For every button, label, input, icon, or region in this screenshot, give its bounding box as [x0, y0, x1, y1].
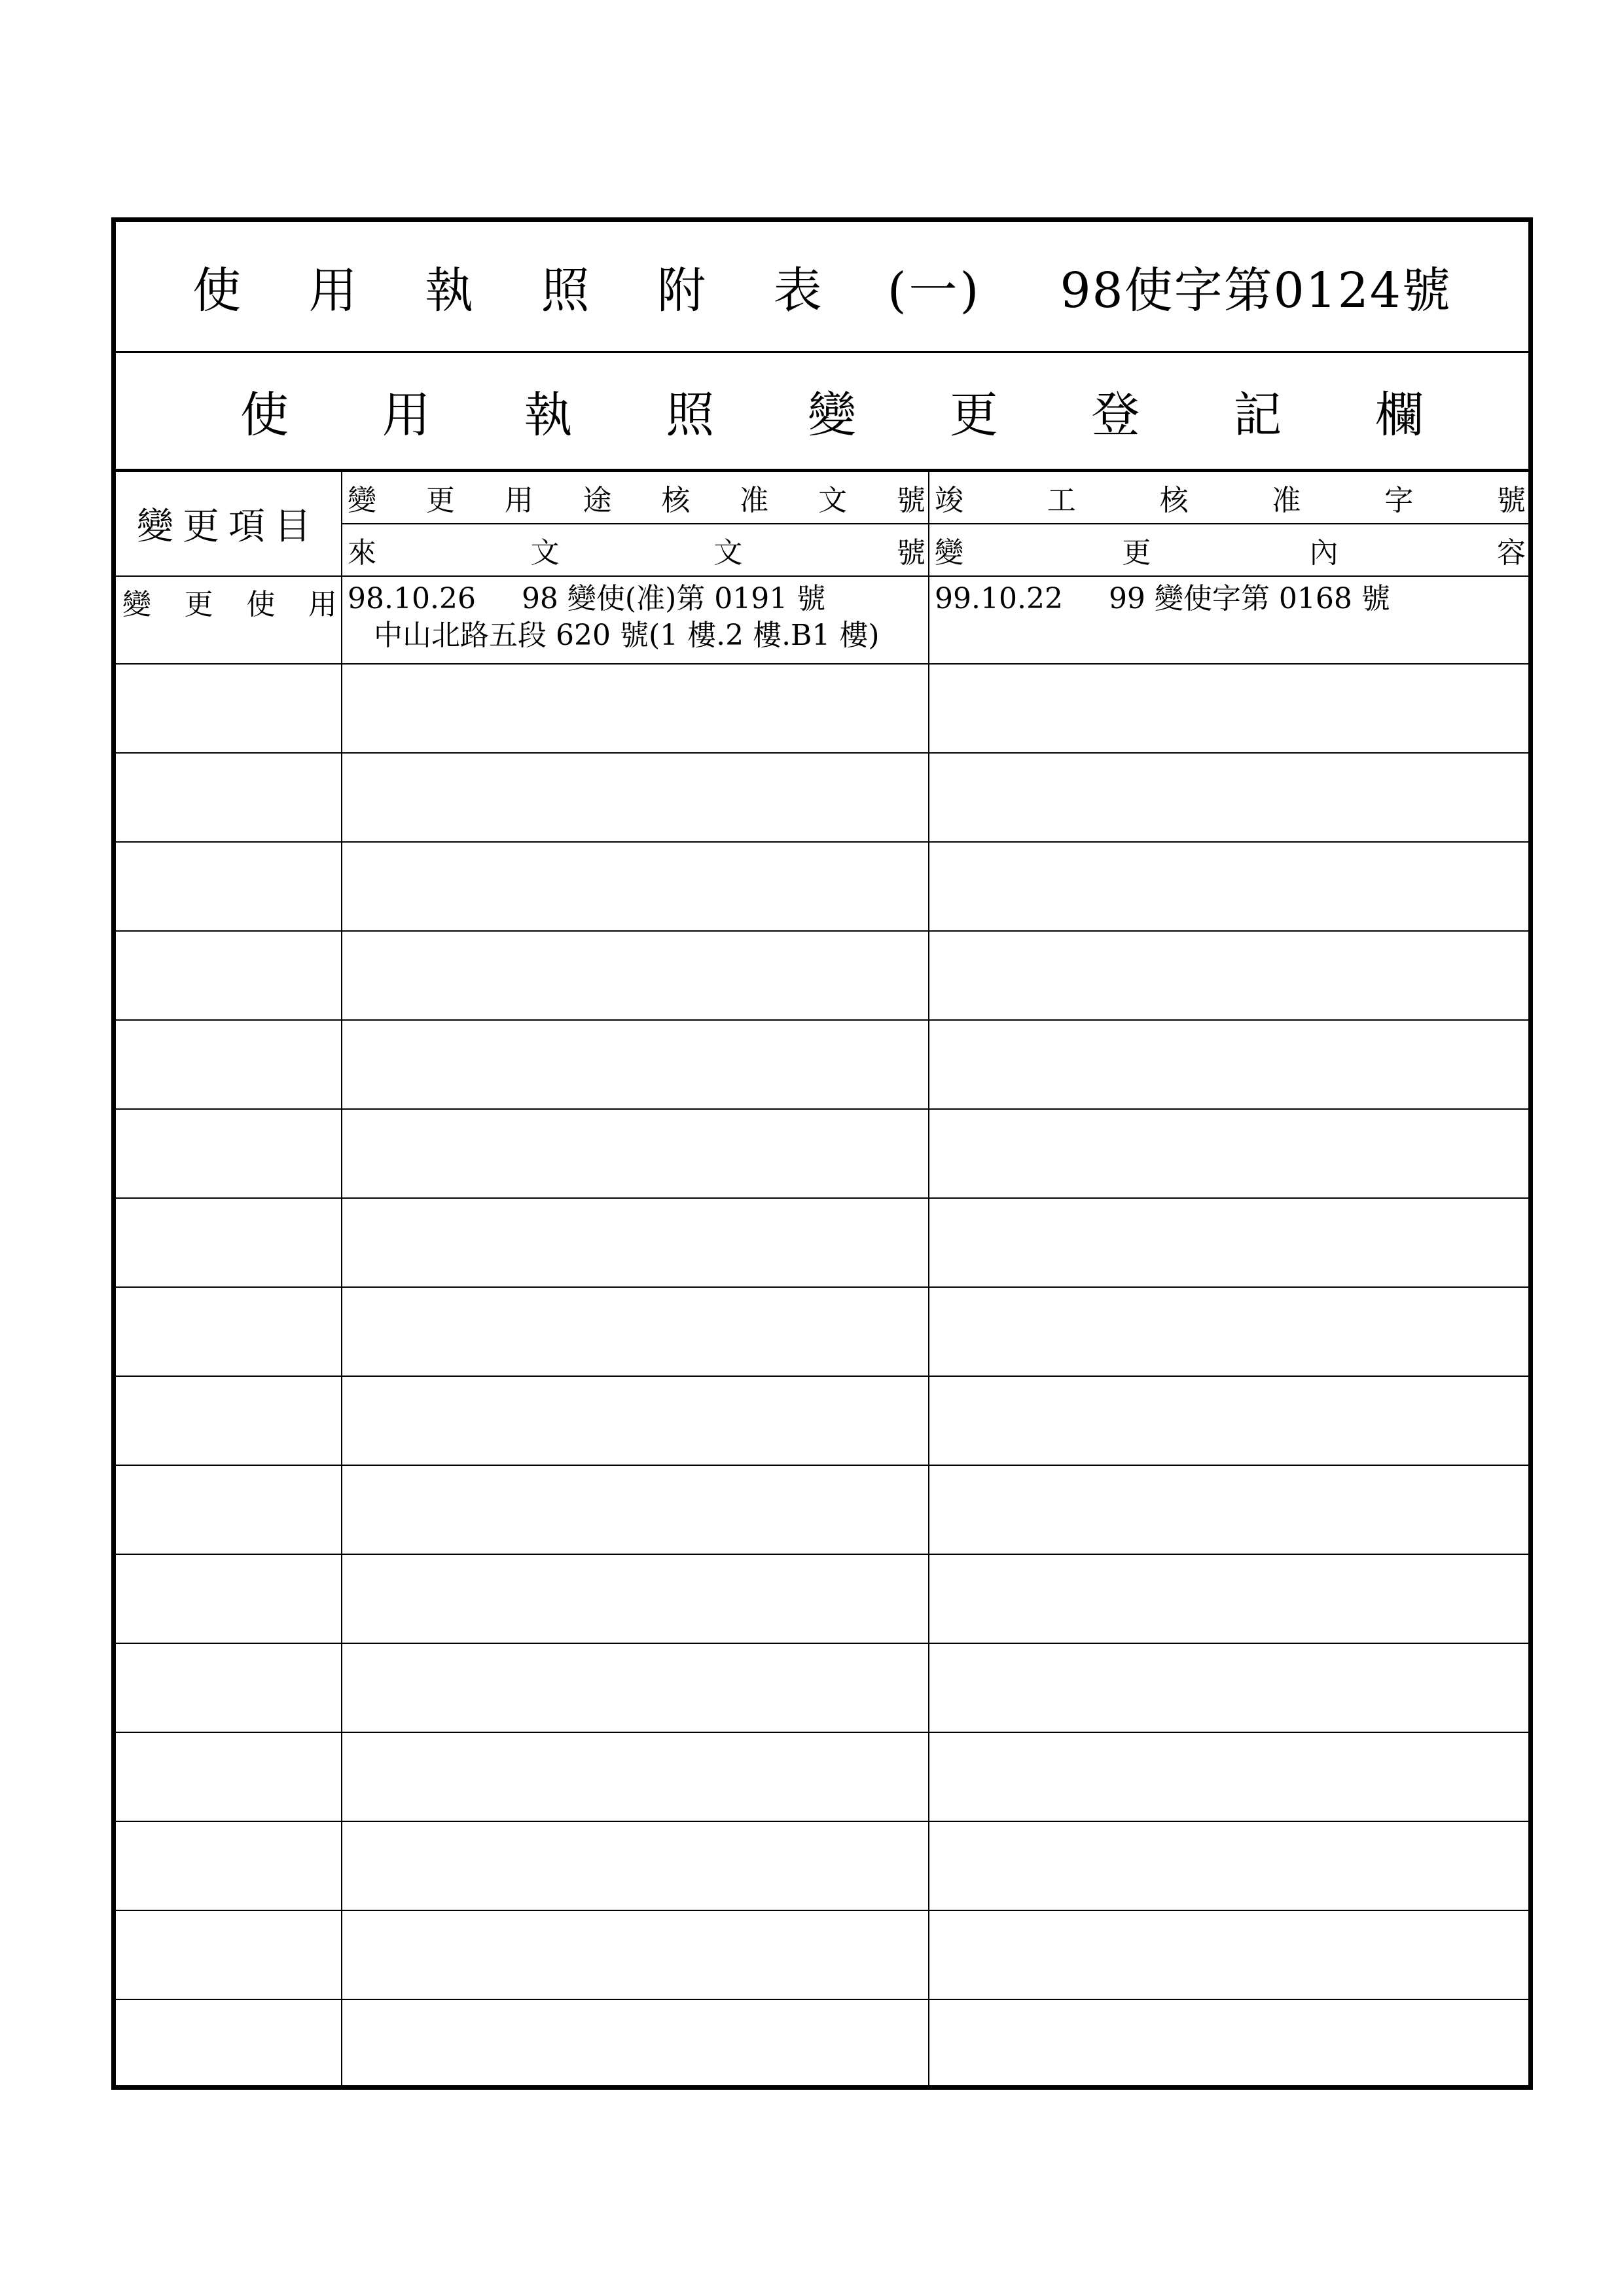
empty-cell — [342, 1821, 929, 1910]
header-item-label: 變更項目 — [137, 505, 320, 548]
empty-cell — [116, 1198, 342, 1287]
empty-cell — [929, 1732, 1528, 1821]
empty-cell — [342, 1643, 929, 1732]
table-header-row-top — [116, 471, 1528, 524]
empty-cell — [116, 931, 342, 1020]
header-char: 核 — [1159, 484, 1189, 517]
item-char: 用 — [308, 588, 337, 621]
table-row — [116, 1020, 1528, 1109]
header-char: 號 — [896, 536, 926, 570]
empty-cell — [342, 1109, 929, 1198]
empty-cell — [929, 1999, 1528, 2088]
subtitle-char: 用 — [382, 386, 431, 443]
subtitle-char: 使 — [240, 386, 289, 443]
empty-cell — [342, 1732, 929, 1821]
empty-cell — [342, 1465, 929, 1554]
table-row — [116, 1910, 1528, 1999]
empty-cell — [116, 1465, 342, 1554]
header-char: 變 — [348, 484, 376, 517]
header-char: 文 — [530, 536, 560, 570]
row-approval-doc-cell — [342, 576, 929, 664]
empty-cell — [929, 753, 1528, 842]
item-char: 更 — [184, 588, 213, 621]
table-row — [116, 1554, 1528, 1643]
row-completion-doc-cell — [929, 576, 1528, 664]
subtitle-char: 更 — [949, 386, 998, 443]
table-row — [116, 664, 1528, 753]
header-char: 變 — [935, 536, 963, 570]
title-number: 98使字第0124號 — [1060, 262, 1452, 319]
header-char: 容 — [1496, 536, 1526, 570]
section-title — [116, 353, 1528, 471]
empty-cell — [116, 1821, 342, 1910]
usage-license-attachment-sheet — [111, 217, 1533, 2090]
table-row — [116, 1999, 1528, 2088]
approval-address: 中山北路五段 620 號(1 樓.2 樓.B1 樓) — [374, 619, 880, 652]
table-row — [116, 1465, 1528, 1554]
title-main: 使 用 執 照 附 表 — [192, 262, 848, 319]
table-row — [116, 1643, 1528, 1732]
empty-cell — [342, 1287, 929, 1376]
empty-cell — [116, 1020, 342, 1109]
empty-cell — [929, 1287, 1528, 1376]
item-char: 使 — [246, 588, 276, 621]
header-char: 字 — [1384, 484, 1414, 517]
table-row — [116, 931, 1528, 1020]
header-char: 工 — [1047, 484, 1076, 517]
subtitle-char: 執 — [524, 386, 573, 443]
empty-cell — [116, 753, 342, 842]
empty-cell — [342, 931, 929, 1020]
empty-cell — [116, 842, 342, 931]
empty-cell — [342, 1910, 929, 1999]
table-row — [116, 1198, 1528, 1287]
header-char: 准 — [1272, 484, 1301, 517]
subtitle-char: 記 — [1233, 386, 1282, 443]
header-char: 內 — [1309, 536, 1339, 570]
empty-cell — [342, 753, 929, 842]
completion-doc-number: 99 變使字第 0168 號 — [1108, 582, 1390, 615]
table-row — [116, 842, 1528, 931]
subtitle-char: 登 — [1091, 386, 1140, 443]
empty-cell — [929, 931, 1528, 1020]
table-row — [116, 1287, 1528, 1376]
empty-cell — [116, 1643, 342, 1732]
empty-cell — [929, 1020, 1528, 1109]
empty-cell — [342, 1020, 929, 1109]
empty-cell — [929, 1910, 1528, 1999]
empty-cell — [116, 1732, 342, 1821]
empty-cell — [342, 1554, 929, 1643]
empty-cell — [929, 664, 1528, 753]
empty-cell — [116, 1376, 342, 1465]
empty-cell — [929, 1376, 1528, 1465]
table-row — [116, 576, 1528, 664]
table-row — [116, 1821, 1528, 1910]
header-col2-bottom — [342, 524, 929, 576]
empty-cell — [929, 1821, 1528, 1910]
header-char: 更 — [1122, 536, 1151, 570]
header-char: 號 — [896, 484, 926, 517]
empty-cell — [929, 1554, 1528, 1643]
empty-cell — [342, 842, 929, 931]
empty-cell — [929, 1643, 1528, 1732]
header-char: 文 — [713, 536, 743, 570]
approval-date: 98.10.26 — [348, 582, 476, 615]
empty-cell — [929, 1465, 1528, 1554]
subtitle-char: 變 — [808, 386, 856, 443]
item-char: 變 — [122, 588, 151, 621]
title-paren: (一) — [887, 262, 982, 319]
subtitle-char: 欄 — [1375, 386, 1424, 443]
document-title — [116, 222, 1528, 353]
header-char: 竣 — [935, 484, 963, 517]
header-char: 核 — [661, 484, 691, 517]
empty-cell — [116, 1910, 342, 1999]
empty-cell — [116, 1999, 342, 2088]
empty-cell — [116, 1554, 342, 1643]
empty-cell — [342, 664, 929, 753]
approval-doc-number: 98 變使(准)第 0191 號 — [521, 582, 826, 615]
empty-cell — [116, 1109, 342, 1198]
header-char: 來 — [348, 536, 376, 570]
empty-cell — [342, 1999, 929, 2088]
header-char: 更 — [425, 484, 455, 517]
header-col2-top — [342, 471, 929, 524]
header-col3-bottom — [929, 524, 1528, 576]
header-char: 號 — [1496, 484, 1526, 517]
row-item-cell — [116, 576, 342, 664]
table-row — [116, 1732, 1528, 1821]
empty-cell — [342, 1198, 929, 1287]
empty-cell — [342, 1376, 929, 1465]
table-row — [116, 1376, 1528, 1465]
subtitle-char: 照 — [666, 386, 715, 443]
header-item-cell — [116, 471, 342, 576]
header-char: 途 — [583, 484, 612, 517]
empty-cell — [929, 1109, 1528, 1198]
empty-cell — [116, 1287, 342, 1376]
header-char: 文 — [818, 484, 848, 517]
header-col3-top — [929, 471, 1528, 524]
table-row — [116, 1109, 1528, 1198]
table-row — [116, 753, 1528, 842]
empty-cell — [929, 1198, 1528, 1287]
change-registration-table — [116, 471, 1528, 2088]
header-char: 用 — [504, 484, 533, 517]
completion-date: 99.10.22 — [935, 582, 1063, 615]
empty-cell — [929, 842, 1528, 931]
header-char: 准 — [740, 484, 769, 517]
empty-cell — [116, 664, 342, 753]
